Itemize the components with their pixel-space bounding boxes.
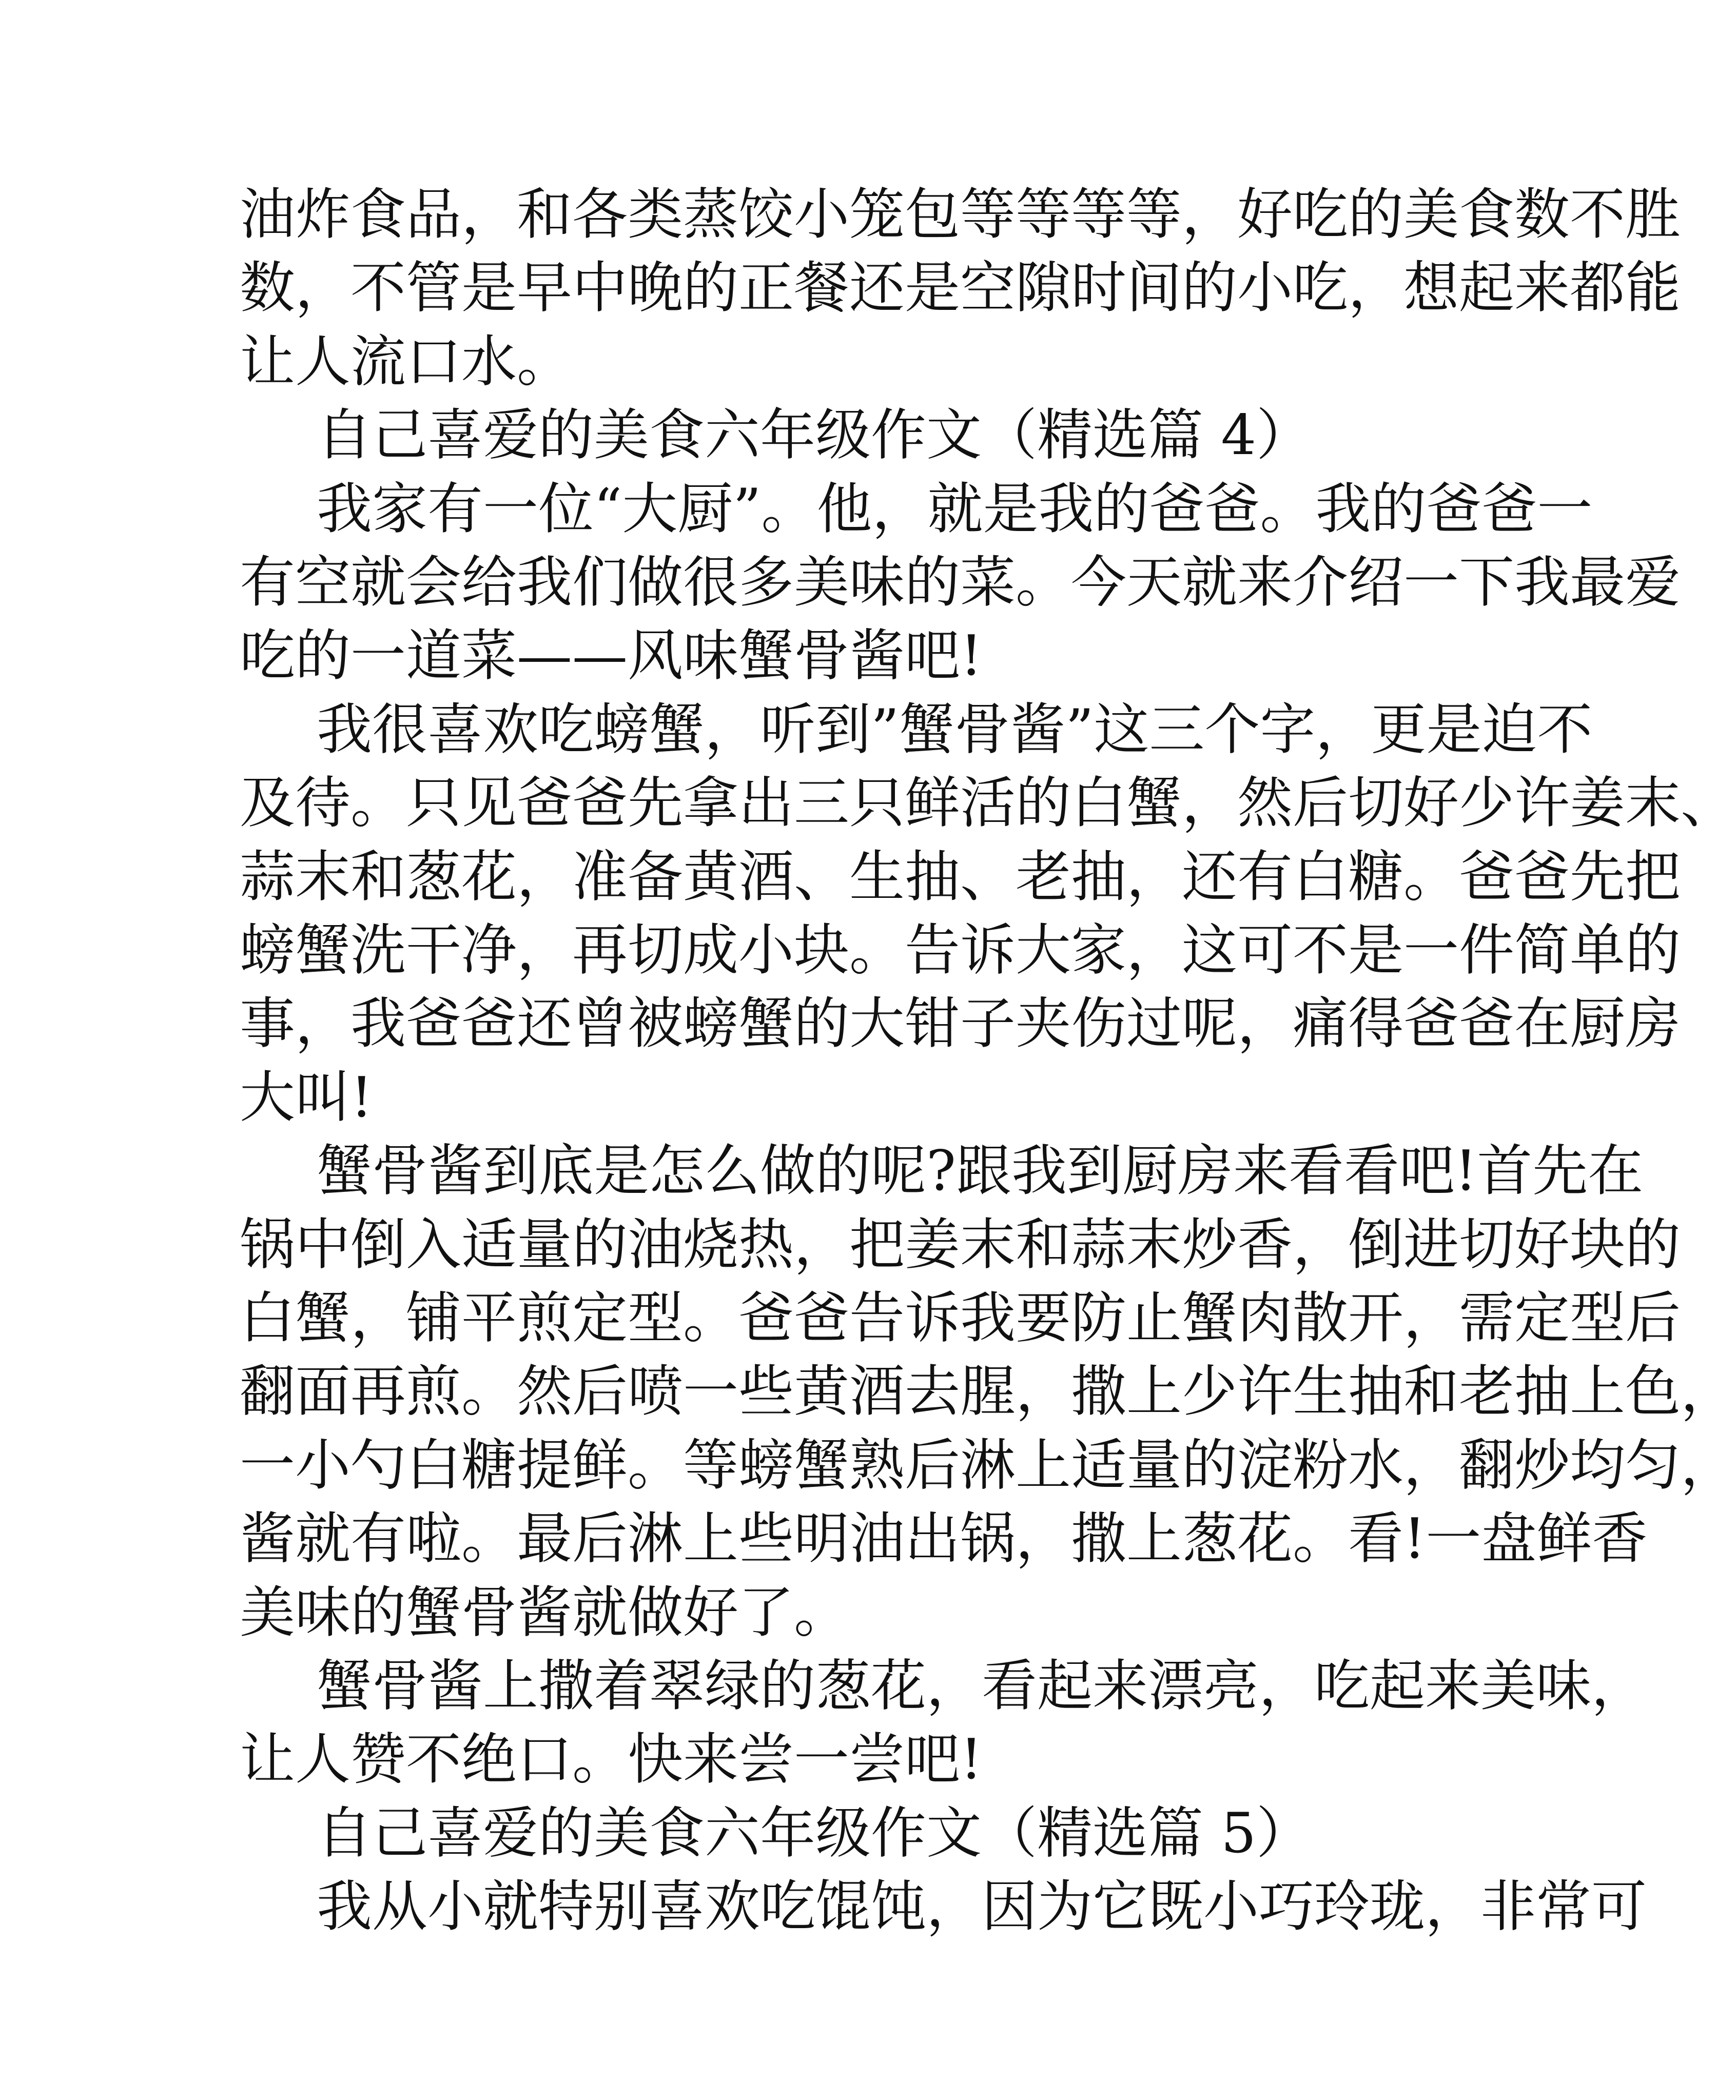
- text-line: 大叫!: [240, 1065, 373, 1130]
- section-heading: 自己喜爱的美食六年级作文（精选篇 4）: [317, 403, 1312, 468]
- text-line: 事，我爸爸还曾被螃蟹的大钳子夹伤过呢，痛得爸爸在厨房: [240, 992, 1681, 1056]
- text-line: 我家有一位“大厨”。他，就是我的爸爸。我的爸爸一: [317, 477, 1593, 541]
- text-line: 数，不管是早中晚的正餐还是空隙时间的小吃，想起来都能: [240, 256, 1681, 321]
- text-line: 一小勺白糖提鲜。等螃蟹熟后淋上适量的淀粉水，翻炒均匀，: [240, 1433, 1736, 1498]
- text-line: 油炸食品，和各类蒸饺小笼包等等等等，好吃的美食数不胜: [240, 183, 1681, 247]
- text-line: 美味的蟹骨酱就做好了。: [240, 1580, 850, 1645]
- text-line: 及待。只见爸爸先拿出三只鲜活的白蟹，然后切好少许姜末、: [240, 771, 1736, 836]
- text-line: 蟹骨酱上撒着翠绿的葱花，看起来漂亮，吃起来美味，: [317, 1654, 1647, 1718]
- text-line: 白蟹，铺平煎定型。爸爸告诉我要防止蟹肉散开，需定型后: [240, 1286, 1681, 1350]
- text-line: 蟹骨酱到底是怎么做的呢?跟我到厨房来看看吧!首先在: [317, 1139, 1644, 1204]
- text-line: 我很喜欢吃螃蟹，听到”蟹骨酱”这三个字，更是迫不: [317, 697, 1593, 762]
- text-line: 让人流口水。: [240, 329, 573, 394]
- text-line: 螃蟹洗干净，再切成小块。告诉大家，这可不是一件简单的: [240, 918, 1681, 983]
- text-line: 锅中倒入适量的油烧热，把姜末和蒜末炒香，倒进切好块的: [240, 1212, 1681, 1277]
- text-line: 酱就有啦。最后淋上些明油出锅，撒上葱花。看!一盘鲜香: [240, 1507, 1648, 1572]
- text-line: 蒜末和葱花，准备黄酒、生抽、老抽，还有白糖。爸爸先把: [240, 845, 1681, 909]
- text-line: 翻面再煎。然后喷一些黄酒去腥，撒上少许生抽和老抽上色，: [240, 1360, 1736, 1424]
- section-heading: 自己喜爱的美食六年级作文（精选篇 5）: [317, 1801, 1312, 1866]
- text-line: 吃的一道菜——风味蟹骨酱吧!: [240, 624, 983, 689]
- text-line: 有空就会给我们做很多美味的菜。今天就来介绍一下我最爱: [240, 551, 1681, 615]
- text-line: 让人赞不绝口。快来尝一尝吧!: [240, 1728, 983, 1792]
- text-line: 我从小就特别喜欢吃馄饨，因为它既小巧玲珑，非常可: [317, 1875, 1647, 1939]
